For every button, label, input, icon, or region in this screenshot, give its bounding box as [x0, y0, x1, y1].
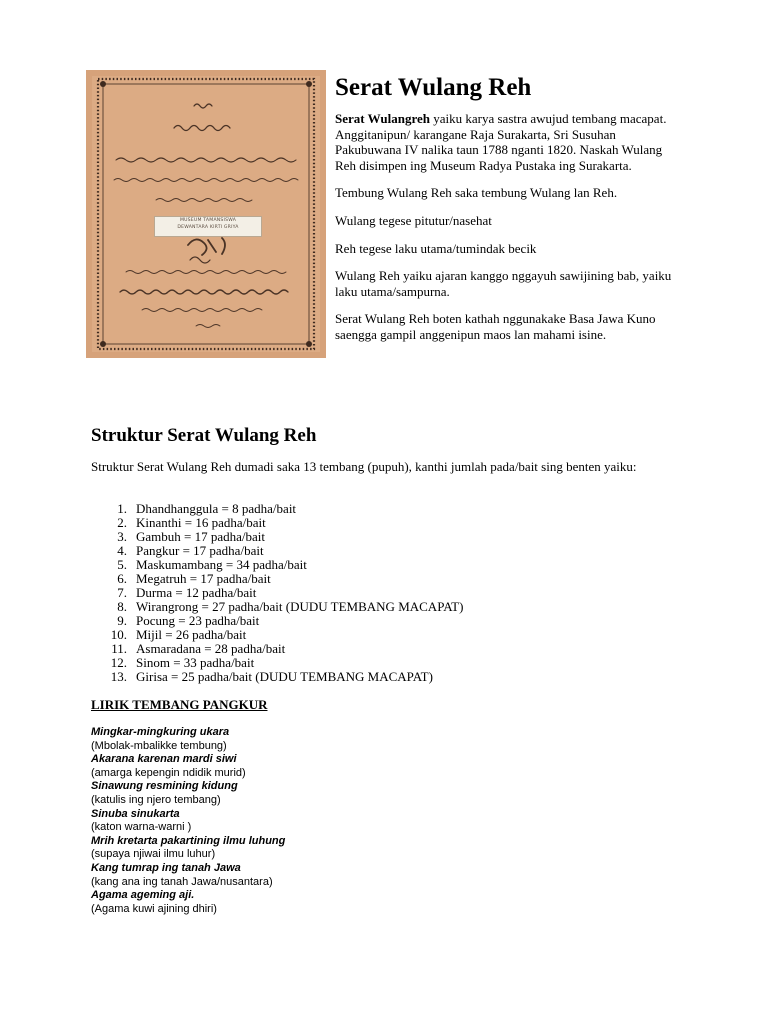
- list-item-number: 3.: [117, 529, 127, 544]
- manuscript-cover-art: [86, 70, 326, 358]
- tembang-list-item: [91, 614, 463, 628]
- list-item-text: Kinanthi = 16 padha/bait: [136, 515, 266, 530]
- list-item-text: Sinom = 33 padha/bait: [136, 655, 255, 670]
- tembang-list-item: [91, 530, 463, 544]
- lyric-line-original: Sinuba sinukarta: [91, 807, 180, 820]
- structure-description: Struktur Serat Wulang Reh dumadi saka 13 tembang (pupuh), kanthi jumlah pada/bait sing benten yaiku:: [91, 459, 637, 474]
- list-item-number: 12.: [110, 655, 127, 670]
- list-item-number: 2.: [117, 515, 127, 530]
- lyric-line-translation: (Mbolak-mbalikke tembung): [91, 739, 227, 752]
- tembang-list-item: [91, 516, 463, 530]
- list-item-text: Durma = 12 padha/bait: [136, 585, 257, 600]
- lyric-line-original: Kang tumrap ing tanah Jawa: [91, 861, 241, 874]
- intro-paragraph-5: Wulang Reh yaiku ajaran kanggo nggayuh sawijining bab, yaiku laku utama/sampurna.: [335, 268, 672, 299]
- lyric-line-translation: (katon warna-warni ): [91, 821, 192, 834]
- list-item-number: 4.: [117, 543, 127, 558]
- museum-stamp-line-2: DEWANTARA KIRTI GRIYA: [177, 225, 239, 230]
- list-item-text: Girisa = 25 padha/bait (DUDU TEMBANG MACAPAT): [136, 669, 433, 684]
- tembang-list-item: [91, 600, 463, 614]
- tembang-list-item: [91, 642, 463, 656]
- intro-lead-bold: Serat Wulangreh: [335, 111, 430, 126]
- lyric-line-translation: (supaya njiwai ilmu luhur): [91, 848, 216, 861]
- lyric-line-original: Mingkar-mingkuring ukara: [91, 726, 230, 738]
- list-item-text: Mijil = 26 padha/bait: [136, 627, 247, 642]
- lyric-line-original: Mrih kretarta pakartining ilmu luhung: [91, 834, 286, 847]
- tembang-list-item: [91, 670, 463, 684]
- list-item-text: Gambuh = 17 padha/bait: [136, 529, 265, 544]
- list-item-text: Wirangrong = 27 padha/bait (DUDU TEMBANG MACAPAT): [136, 599, 464, 614]
- list-item-number: 10.: [110, 627, 127, 642]
- manuscript-cover-image: [86, 70, 326, 358]
- list-item-number: 11.: [111, 641, 127, 656]
- intro-paragraph-4: Reh tegese laku utama/tumindak becik: [335, 240, 537, 256]
- lyric-line-translation: (katulis ing njero tembang): [91, 793, 221, 806]
- list-item-number: 6.: [117, 571, 127, 586]
- tembang-list-item: [91, 558, 463, 572]
- museum-stamp-label: [154, 216, 262, 237]
- tembang-list-item: [91, 544, 463, 558]
- lyric-line-translation: (amarga kepengin ndidik murid): [91, 766, 246, 779]
- intro-paragraph-2: Tembung Wulang Reh saka tembung Wulang lan Reh.: [335, 185, 618, 201]
- list-item-text: Asmaradana = 28 padha/bait: [136, 641, 286, 656]
- tembang-list-item: [91, 656, 463, 670]
- lyric-line-translation: (Agama kuwi ajining dhiri): [91, 902, 217, 915]
- structure-heading: Struktur Serat Wulang Reh: [91, 425, 317, 446]
- lirik-heading: LIRIK TEMBANG PANGKUR: [91, 697, 268, 712]
- tembang-list-item: [91, 572, 463, 586]
- museum-stamp-line-1: MUSEUM TAMANSISWA: [179, 218, 237, 223]
- lyric-line-original: Sinawung resmining kidung: [91, 780, 238, 793]
- list-item-number: 1.: [117, 501, 127, 516]
- tembang-list-item: [91, 586, 463, 600]
- list-item-text: Dhandhanggula = 8 padha/bait: [136, 501, 297, 516]
- lyric-line-translation: (kang ana ing tanah Jawa/nusantara): [91, 875, 273, 888]
- intro-paragraph-3: Wulang tegese pitutur/nasehat: [335, 212, 492, 228]
- list-item-number: 9.: [117, 613, 127, 628]
- list-item-text: Pangkur = 17 padha/bait: [136, 543, 264, 558]
- lyric-line-original: Akarana karenan mardi siwi: [91, 753, 237, 766]
- tembang-list-item: [91, 628, 463, 642]
- tembang-list: [91, 502, 463, 684]
- lyrics-list: [91, 726, 285, 916]
- page-title: Serat Wulang Reh: [335, 74, 532, 101]
- list-item-number: 8.: [117, 599, 127, 614]
- intro-lead-rest: yaiku karya sastra awujud tembang macapat. Anggitanipun/ karangane Raja Surakarta, Sri Susuhan Pakubuwana IV nalika taun 1788 nganti 1820. Naskah Wulang Reh disimpen ing Museum Radya Pustaka ing Surakarta.: [335, 111, 667, 173]
- list-item-text: Pocung = 23 padha/bait: [136, 613, 260, 628]
- list-item-text: Megatruh = 17 padha/bait: [136, 571, 271, 586]
- intro-paragraph-1: [335, 111, 675, 173]
- list-item-number: 13.: [110, 669, 127, 684]
- lyric-line-original: Agama ageming aji.: [91, 889, 195, 902]
- tembang-list-item: [91, 502, 463, 516]
- list-item-number: 7.: [117, 585, 127, 600]
- list-item-text: Maskumambang = 34 padha/bait: [136, 557, 307, 572]
- intro-paragraph-6: Serat Wulang Reh boten kathah nggunakake Basa Jawa Kuno saengga gampil anggenipun maos lan mahami isine.: [335, 311, 656, 342]
- intro-text: [335, 111, 675, 355]
- list-item-number: 5.: [117, 557, 127, 572]
